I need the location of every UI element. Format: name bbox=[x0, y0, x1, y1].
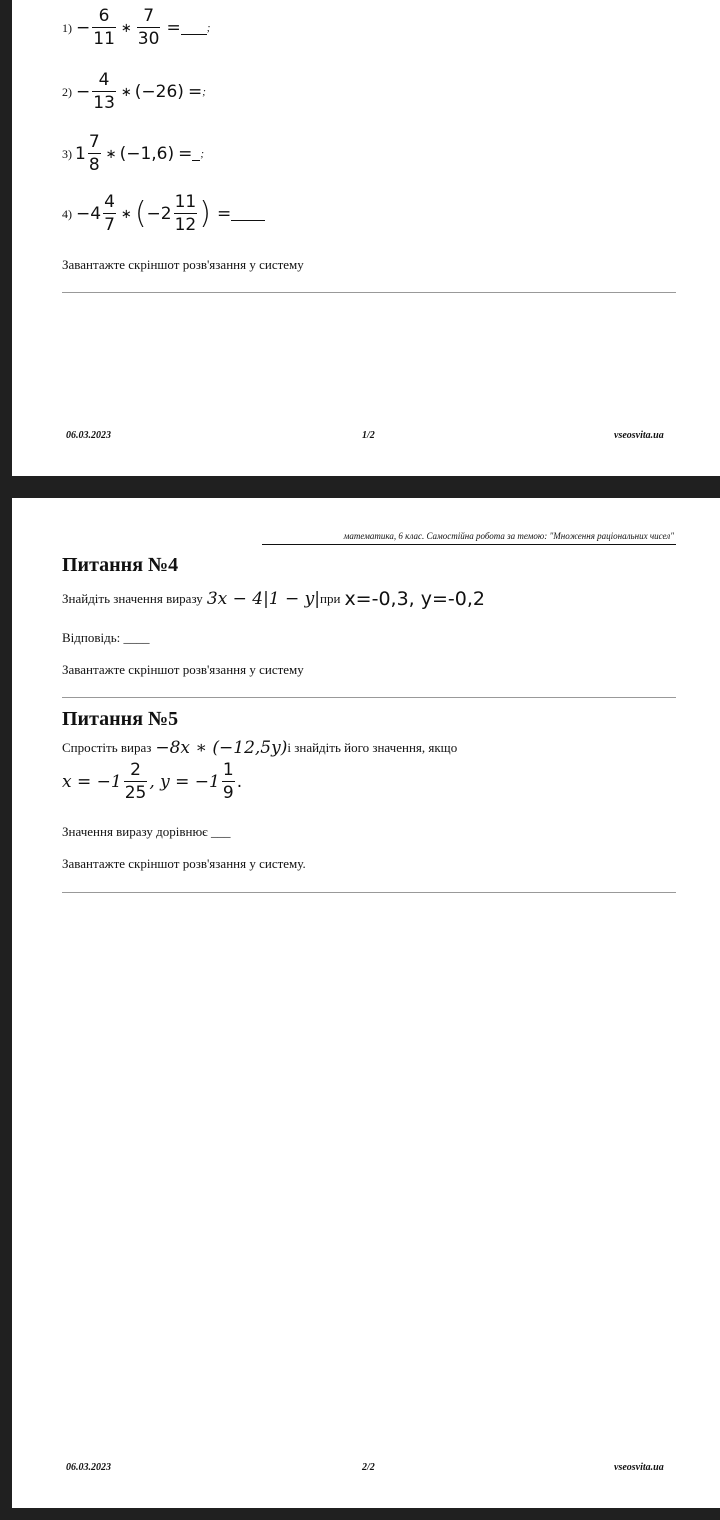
question-4-at: при bbox=[320, 591, 341, 606]
question-4-upload-instruction: Завантажте скріншот розв'язання у систему bbox=[62, 662, 304, 677]
task-1-sign: − bbox=[76, 18, 91, 38]
task-4-right-paren: ) bbox=[199, 196, 211, 231]
footer-page-number: 1/2 bbox=[362, 430, 375, 441]
task-4-left-paren: ( bbox=[134, 196, 147, 231]
task-4-equals: = bbox=[216, 204, 232, 224]
task-2 bbox=[62, 72, 206, 112]
question-5-prompt-text: Спростіть вираз bbox=[62, 740, 152, 755]
question-4-prompt bbox=[62, 588, 485, 610]
page-header: математика, 6 клас. Самостійна робота за темою: "Множення раціональних чисел" bbox=[343, 531, 674, 541]
question-4-title: Питання №4 bbox=[62, 554, 179, 576]
question-5-dot: . bbox=[236, 772, 243, 792]
task-4-fraction-2: $\frac{11}{12}$ bbox=[174, 192, 197, 235]
question-5-x-fraction: $\frac{2}{25}$ bbox=[124, 760, 147, 803]
divider bbox=[62, 292, 676, 293]
task-1-label: 1) bbox=[62, 20, 72, 35]
task-3-value: (−1,6) bbox=[119, 144, 175, 164]
footer-site: vseosvita.ua bbox=[614, 430, 664, 441]
question-4-answer-line: Відповідь: ____ bbox=[62, 630, 150, 645]
task-3-semicolon: ; bbox=[200, 148, 205, 160]
task-1-fraction-1: $\frac{6}{11}$ bbox=[93, 6, 115, 49]
question-5-y-fraction: $\frac{1}{9}$ bbox=[222, 760, 234, 803]
divider bbox=[62, 892, 676, 893]
question-4-expression: 3x − 4|1 − y| bbox=[206, 589, 321, 609]
task-4-answer-blank bbox=[231, 208, 265, 221]
document-page-1 bbox=[12, 0, 720, 476]
task-2-semicolon: ; bbox=[202, 86, 206, 98]
question-4-values: x=-0,3, y=-0,2 bbox=[344, 588, 485, 610]
question-5-conditions bbox=[62, 762, 242, 802]
task-1 bbox=[62, 8, 210, 48]
task-2-sign: − bbox=[76, 82, 91, 102]
task-4-sign-2: − bbox=[146, 204, 161, 224]
task-3-fraction: $\frac{7}{8}$ bbox=[88, 132, 100, 175]
question-5-expression: −8x ∗ (−12,5y) bbox=[155, 738, 288, 758]
task-4-operator: ∗ bbox=[120, 206, 132, 222]
task-4-fraction-1: $\frac{4}{7}$ bbox=[104, 192, 115, 235]
task-1-answer-blank bbox=[181, 22, 207, 35]
question-5-title: Питання №5 bbox=[62, 708, 179, 730]
task-2-value: (−26) bbox=[134, 82, 184, 102]
footer-date: 06.03.2023 bbox=[66, 1462, 111, 1473]
footer-date: 06.03.2023 bbox=[66, 430, 111, 441]
task-1-operator: ∗ bbox=[120, 20, 132, 36]
task-2-fraction: $\frac{4}{13}$ bbox=[93, 70, 115, 113]
question-5-tail: і знайдіть його значення, якщо bbox=[287, 740, 458, 755]
task-4-whole-1: 4 bbox=[90, 204, 102, 224]
task-1-fraction-2: $\frac{7}{30}$ bbox=[137, 6, 160, 49]
divider bbox=[62, 697, 676, 698]
task-1-semicolon: ; bbox=[206, 22, 211, 34]
task-2-operator: ∗ bbox=[120, 84, 132, 100]
question-5-upload-instruction: Завантажте скріншот розв'язання у систему. bbox=[62, 856, 306, 871]
task-1-equals: = bbox=[166, 18, 181, 38]
task-2-label: 2) bbox=[62, 84, 72, 99]
task-3-whole: 1 bbox=[75, 144, 86, 164]
task-3-operator: ∗ bbox=[105, 146, 117, 162]
question-5-x-prefix: x = −1 bbox=[62, 772, 122, 792]
header-rule bbox=[262, 544, 676, 545]
upload-instruction: Завантажте скріншот розв'язання у систему bbox=[62, 257, 304, 272]
task-3-answer-blank bbox=[192, 148, 200, 161]
question-4-prompt-text: Знайдіть значення виразу bbox=[62, 591, 203, 606]
footer-page-number: 2/2 bbox=[362, 1462, 375, 1473]
question-5-answer-line: Значення виразу дорівнює ___ bbox=[62, 824, 231, 839]
question-5-y-prefix: , y = −1 bbox=[149, 772, 220, 792]
task-3 bbox=[62, 134, 204, 174]
task-2-equals: = bbox=[187, 82, 203, 102]
task-4-label: 4) bbox=[62, 206, 72, 221]
document-page-2 bbox=[12, 498, 720, 1508]
task-3-label: 3) bbox=[62, 146, 72, 161]
task-4-sign: − bbox=[76, 204, 91, 224]
question-5-prompt bbox=[62, 738, 457, 758]
task-4 bbox=[62, 194, 265, 234]
task-3-equals: = bbox=[178, 144, 193, 164]
task-4-whole-2: 2 bbox=[160, 204, 172, 224]
footer-site: vseosvita.ua bbox=[614, 1462, 664, 1473]
